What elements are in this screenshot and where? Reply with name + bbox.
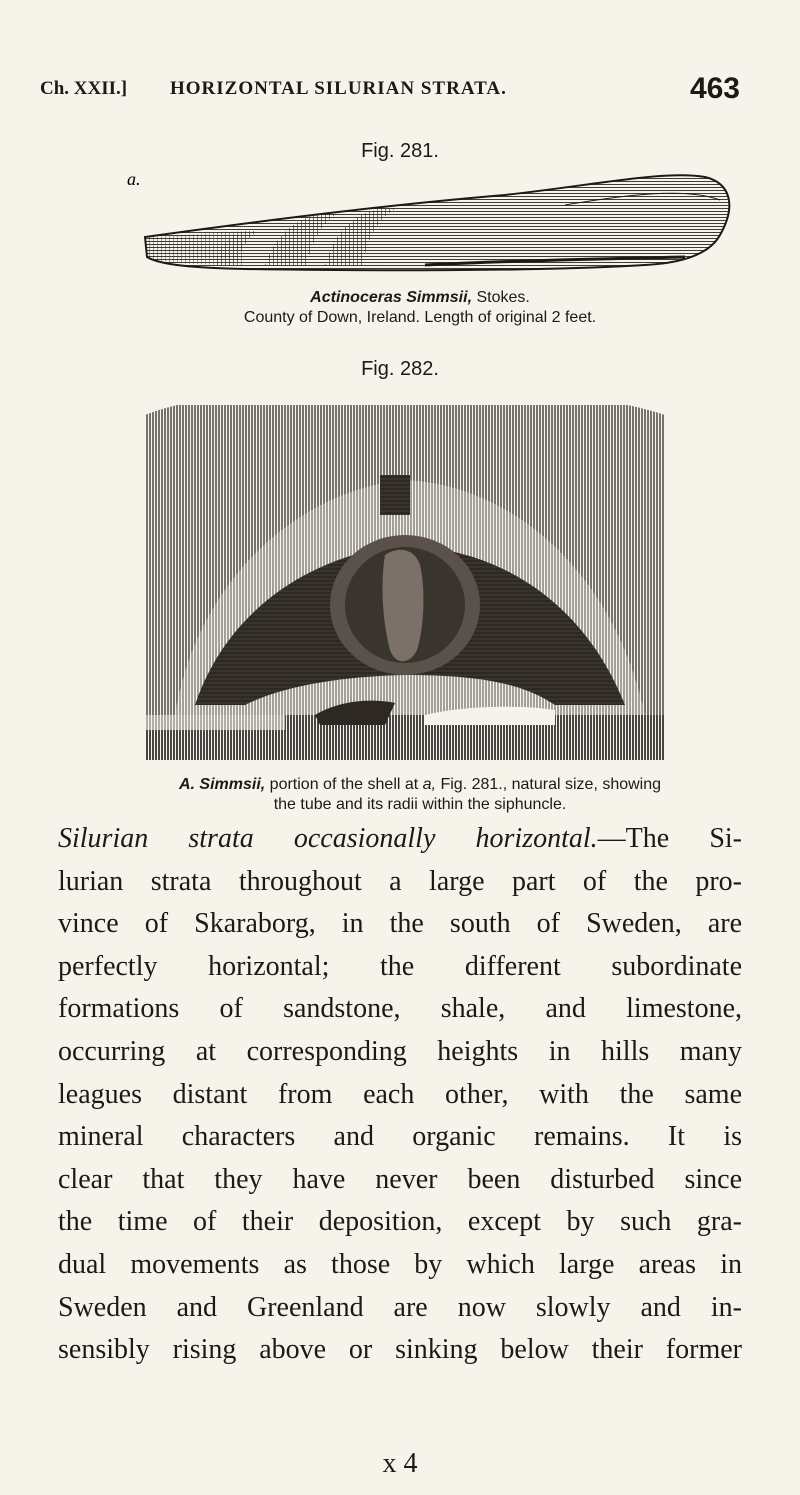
body-line: occurring at corresponding heights in hills many	[58, 1035, 742, 1067]
caption-letter-a: a,	[422, 776, 437, 793]
body-line: vince of Skaraborg, in the south of Sweden, are	[58, 908, 742, 940]
body-line-1	[58, 818, 742, 861]
figure-281-caption-line2: County of Down, Ireland. Length of original 2 feet.	[243, 309, 597, 326]
species-abbrev: A. Simmsii,	[178, 776, 266, 793]
author-name: Stokes.	[476, 289, 530, 306]
figure-282-label: Fig. 282.	[361, 358, 439, 380]
species-name: Actinoceras Simmsii,	[310, 289, 473, 306]
body-line: Sweden and Greenland are now slowly and in-	[58, 1291, 742, 1323]
figure-281-letter-mark: a.	[127, 169, 141, 189]
body-line: the time of their deposition, except by such gra-	[58, 1206, 742, 1238]
figure-281-fossil-illustration	[125, 165, 740, 285]
running-header	[40, 72, 740, 112]
body-line: lurian strata throughout a large part of the pro-	[58, 865, 742, 897]
figure-281-caption	[100, 288, 740, 328]
body-line: mineral characters and organic remains. It is	[58, 1121, 742, 1153]
figure-282-siphuncle-section	[125, 385, 665, 770]
figure-281-label: Fig. 281.	[361, 140, 439, 162]
body-line: dual movements as those by which large areas in	[58, 1248, 742, 1280]
body-line: clear that they have never been disturbed since	[58, 1163, 742, 1195]
body-line: perfectly horizontal; the different subordinate	[58, 950, 742, 982]
body-line: sensibly rising above or sinking below their former	[58, 1334, 742, 1366]
chapter-label: Ch. XXII.]	[40, 78, 128, 99]
body-line: formations of sandstone, shale, and limestone,	[58, 993, 742, 1025]
figure-282-caption	[100, 775, 740, 815]
body-paragraph	[58, 818, 742, 1372]
signature-mark: x 4	[382, 1448, 418, 1479]
running-title: HORIZONTAL SILURIAN STRATA.	[170, 78, 507, 99]
body-line-1-text: —The Si-	[597, 823, 742, 854]
section-heading: Silurian strata occasionally horizontal.	[58, 823, 598, 854]
body-line: leagues distant from each other, with the same	[58, 1078, 742, 1110]
figure-282-caption-line2: the tube and its radii within the siphuncle.	[273, 796, 567, 813]
caption-rest: Fig. 281., natural size, showing	[440, 776, 662, 793]
caption-mid: portion of the shell at	[269, 776, 419, 793]
page-number: 463	[689, 72, 740, 105]
